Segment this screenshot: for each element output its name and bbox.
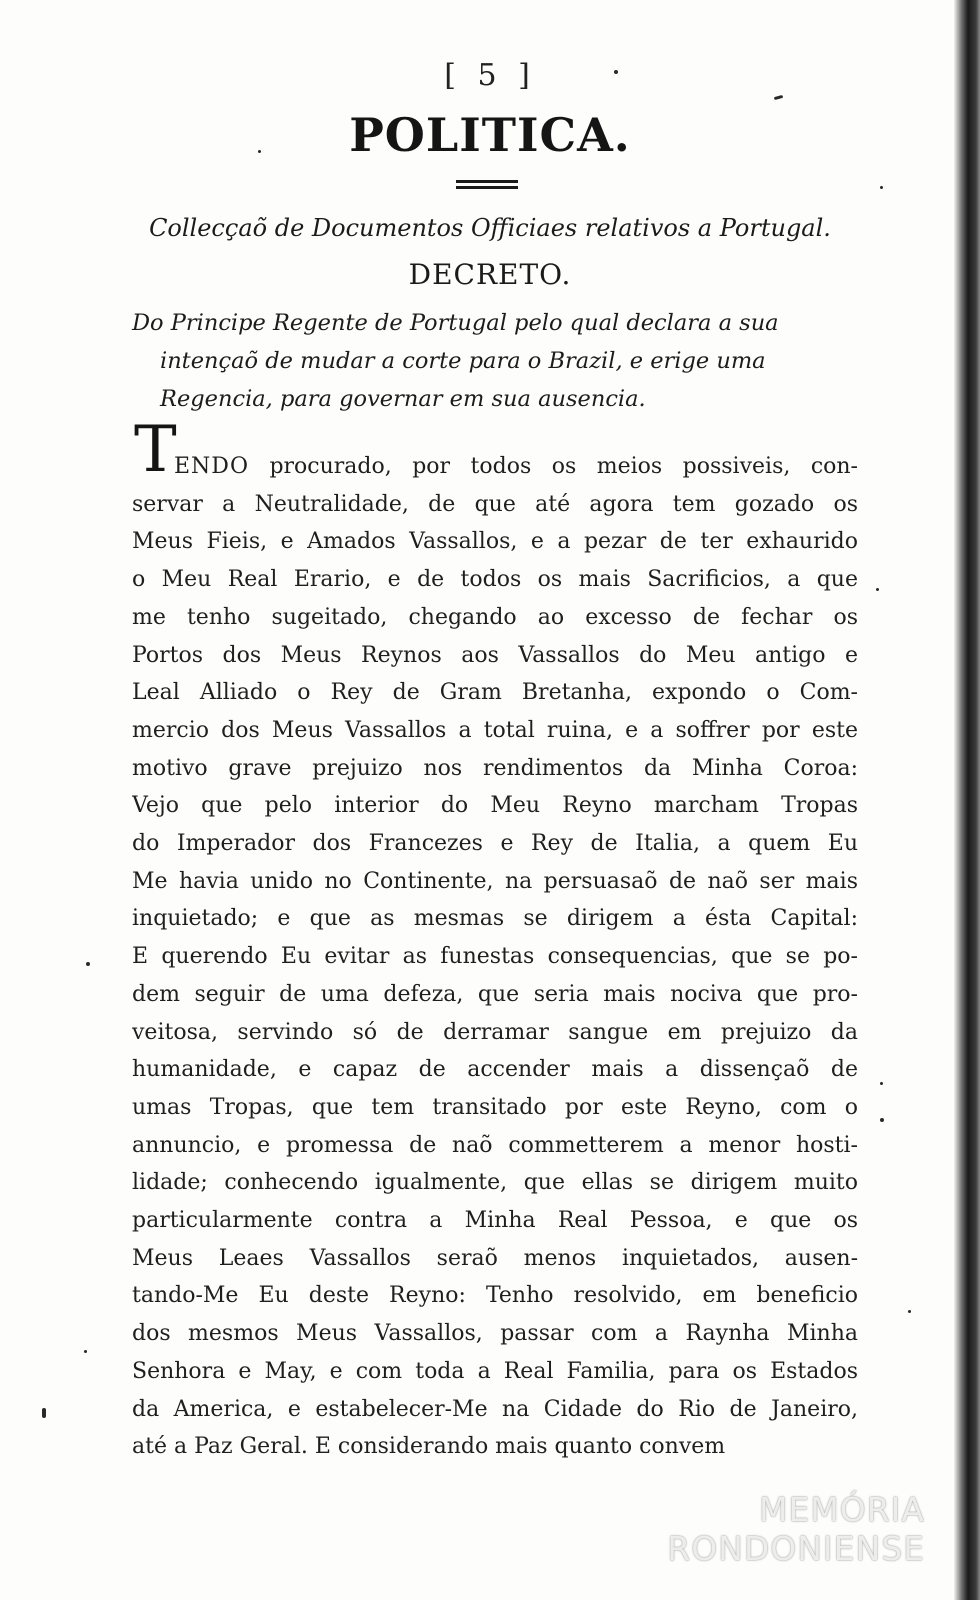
body-line: mercio dos Meus Vassallos a total ruina, e a soffrer por este [132, 717, 858, 743]
body-line: me tenho sugeitado, chegando ao excesso de fechar os [132, 604, 858, 630]
decree-summary [132, 304, 852, 418]
body-line: até a Paz Geral. E considerando mais quanto convem [132, 1434, 726, 1460]
body-line: tando-Me Eu deste Reyno: Tenho resolvido, em beneficio [132, 1283, 858, 1309]
scan-speck [880, 1082, 883, 1085]
body-line: veitosa, servindo só de derramar sangue em prejuizo da [132, 1019, 858, 1045]
decree-heading: DECRETO. [408, 258, 572, 291]
collection-heading: Collecçaõ de Documentos Officiaes relativos a Portugal. [149, 214, 831, 242]
summary-line: intençaõ de mudar a corte para o Brazil, e erige uma [160, 348, 766, 374]
scan-speck [880, 1118, 884, 1122]
scan-speck [84, 1350, 87, 1353]
title-divider [456, 180, 518, 191]
body-line: Leal Alliado o Rey de Gram Bretanha, expondo o Com- [132, 680, 858, 706]
body-line: annuncio, e promessa de naõ commetterem a menor hosti- [132, 1132, 858, 1158]
body-line: particularmente contra a Minha Real Pessoa, e que os [132, 1208, 858, 1234]
body-line: umas Tropas, que tem transitado por este Reyno, com o [132, 1094, 858, 1120]
page-number: [ 5 ] [444, 58, 536, 93]
scan-speck [258, 150, 261, 153]
body-line: Portos dos Meus Reynos aos Vassallos do Meu antigo e [132, 642, 858, 668]
scan-speck [908, 1310, 911, 1313]
scan-speck [876, 588, 879, 591]
scan-speck [774, 95, 783, 100]
scan-speck [880, 186, 883, 189]
body-line: motivo grave prejuizo nos rendimentos da Minha Coroa: [132, 755, 858, 781]
body-line: dos mesmos Meus Vassallos, passar com a Raynha Minha [132, 1321, 858, 1347]
body-line: Meus Fieis, e Amados Vassallos, e a pezar de ter exhaurido [132, 529, 858, 555]
first-line-text: procurado, por todos os meios possiveis, con- [248, 454, 858, 479]
body-line: inquietado; e que as mesmas se dirigem a ésta Capital: [132, 906, 858, 932]
first-word: ENDO [174, 454, 249, 479]
body-line: servar a Neutralidade, de que até agora tem gozado os [132, 491, 858, 517]
body-line: lidade; conhecendo igualmente, que ellas se dirigem muito [132, 1170, 858, 1196]
body-line: da America, e estabelecer-Me na Cidade do Rio de Janeiro, [132, 1396, 858, 1422]
drop-cap: T [134, 413, 177, 487]
scan-speck [42, 1408, 46, 1418]
scan-speck [614, 70, 618, 74]
decree-body [132, 448, 858, 1466]
body-first-line [132, 448, 858, 486]
body-line: Meus Leaes Vassallos seraõ menos inquietados, ausen- [132, 1245, 858, 1271]
body-line: Vejo que pelo interior do Meu Reyno marcham Tropas [132, 793, 858, 819]
watermark: MEMÓRIA RONDONIENSE [667, 1490, 925, 1568]
summary-line: Do Principe Regente de Portugal pelo qual declara a sua [132, 310, 779, 336]
body-line: Me havia unido no Continente, na persuasaõ de naõ ser mais [132, 868, 858, 894]
body-line: o Meu Real Erario, e de todos os mais Sacrificios, a que [132, 567, 858, 593]
summary-line: Regencia, para governar em sua ausencia. [160, 386, 646, 412]
body-line: humanidade, e capaz de accender mais a dissençaõ de [132, 1057, 858, 1083]
body-line: Senhora e May, e com toda a Real Familia, para os Estados [132, 1358, 858, 1384]
body-line: E querendo Eu evitar as funestas consequencias, que se po- [132, 944, 858, 970]
body-line: dem seguir de uma defeza, que seria mais nociva que pro- [132, 981, 858, 1007]
section-title: POLITICA. [349, 108, 631, 162]
body-line: do Imperador dos Francezes e Rey de Italia, a quem Eu [132, 831, 858, 857]
scan-speck [86, 962, 90, 966]
